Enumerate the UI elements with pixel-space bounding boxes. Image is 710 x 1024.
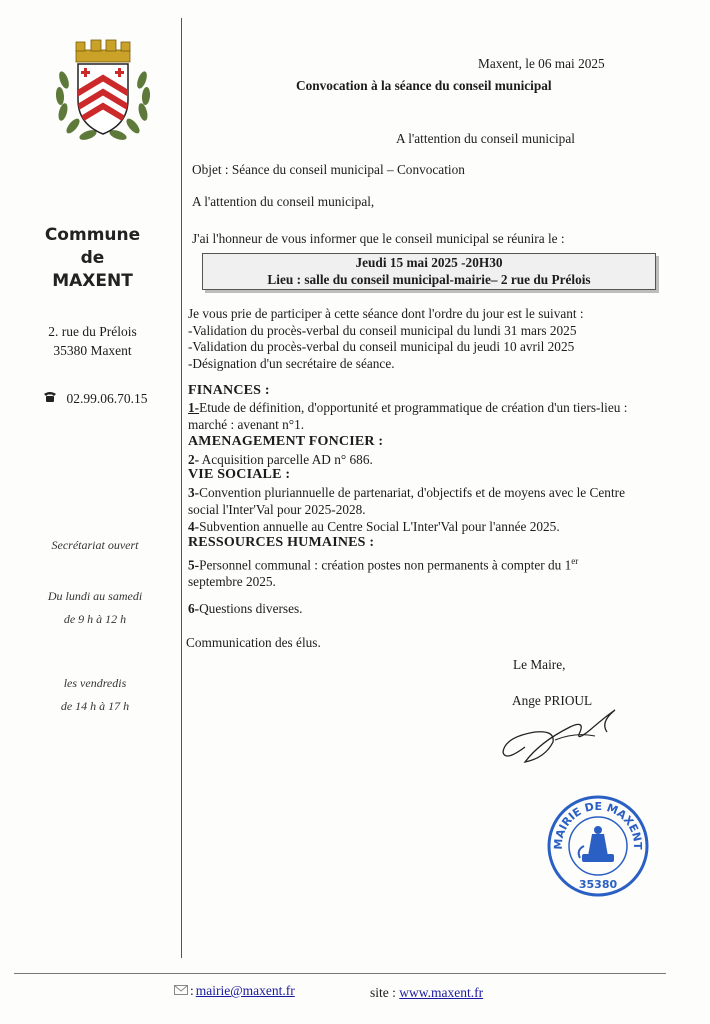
item4-number: 4-: [188, 519, 200, 534]
section-rh: RESSOURCES HUMAINES :: [188, 535, 375, 550]
signature-title: Le Maire,: [513, 657, 566, 672]
footer-site: [370, 985, 483, 1001]
hours1-line1: Du lundi au samedi: [47, 589, 143, 603]
commune-name: [30, 224, 155, 293]
agenda-item-3: [188, 485, 678, 518]
item1-text: Etude de définition, d'opportunité et programmatique de création d'un tiers-lieu :: [199, 400, 628, 415]
letter-salutation: A l'attention du conseil municipal,: [192, 194, 375, 209]
mairie-stamp: [546, 794, 651, 899]
coat-of-arms-logo: [48, 38, 158, 148]
letter-date: Maxent, le 06 mai 2025: [478, 56, 605, 71]
hours2-line2: de 14 h à 17 h: [60, 699, 130, 713]
email-link[interactable]: mairie@maxent.fr: [195, 983, 295, 998]
attention-right: A l'attention du conseil municipal: [396, 131, 575, 146]
email-prefix: :: [190, 983, 194, 998]
commune-line2: de: [80, 248, 105, 268]
commune-line1: Commune: [44, 225, 141, 245]
order-item: -Désignation d'un secrétaire de séance.: [188, 355, 395, 371]
phone-number: 02.99.06.70.15: [66, 391, 148, 406]
order-item: -Validation du procès-verbal du conseil municipal du lundi 31 mars 2025: [188, 322, 577, 338]
letter-objet: Objet : Séance du conseil municipal – Convocation: [192, 162, 465, 177]
order-item: -Validation du procès-verbal du conseil municipal du jeudi 10 avril 2025: [188, 339, 575, 354]
agenda-item-6: [188, 601, 303, 618]
meeting-date: Jeudi 15 mai 2025 -20H30: [355, 255, 503, 270]
hours2-line1: les vendredis: [63, 676, 127, 690]
stamp-postcode: 35380: [578, 878, 618, 891]
hours-weekdays: [20, 585, 170, 631]
meeting-box: [202, 253, 656, 290]
item6-number: 6-: [188, 601, 200, 616]
letter-intro: J'ai l'honneur de vous informer que le conseil municipal se réunira le :: [192, 231, 565, 246]
item2-number: 2-: [188, 452, 200, 467]
order-intro: Je vous prie de participer à cette séance dont l'ordre du jour est le suivant :: [188, 306, 584, 321]
handwritten-signature: [495, 692, 630, 772]
item1-number: 1-: [188, 400, 200, 415]
section-vie-sociale: VIE SOCIALE :: [188, 467, 291, 482]
section-finances: FINANCES :: [188, 383, 270, 398]
item3-text-line2: social l'Inter'Val pour 2025-2028.: [188, 501, 366, 517]
item5-text: Personnel communal : création postes non permanents à compter du 1: [199, 557, 572, 573]
order-of-day: [188, 306, 668, 372]
item5-text-line2: septembre 2025.: [188, 573, 276, 589]
sidebar-phone: [30, 391, 160, 407]
item2-text: Acquisition parcelle AD n° 686.: [199, 452, 373, 467]
item5-number: 5-: [188, 557, 200, 573]
secretariat-label: Secrétariat ouvert: [51, 538, 139, 552]
item3-number: 3-: [188, 485, 200, 500]
hours-friday: [20, 672, 170, 718]
footer-email: [174, 983, 295, 999]
stamp-text: MAIRIE DE MAXENT: [551, 799, 645, 850]
envelope-icon: [174, 983, 188, 999]
commune-line3: MAXENT: [52, 271, 133, 291]
agenda-item-4: [188, 519, 560, 536]
footer-divider: [14, 973, 666, 974]
item5-superscript: er: [571, 556, 579, 566]
item4-text: Subvention annuelle au Centre Social L'Inter'Val pour l'année 2025.: [199, 519, 560, 534]
agenda-item-5: [188, 553, 678, 590]
phone-icon: [43, 391, 57, 407]
section-amenagement: AMENAGEMENT FONCIER :: [188, 434, 384, 449]
hours1-line2: de 9 h à 12 h: [63, 612, 127, 626]
site-link[interactable]: www.maxent.fr: [399, 985, 484, 1000]
sidebar-address: [30, 322, 155, 360]
address-line1: 2. rue du Prélois: [48, 324, 137, 339]
item6-text: Questions diverses.: [199, 601, 303, 616]
item1-text-line2: marché : avenant n°1.: [188, 416, 305, 432]
item3-text: Convention pluriannuelle de partenariat, d'objectifs et de moyens avec le Centre: [199, 485, 625, 500]
agenda-item-1: [188, 400, 678, 433]
letter-title: Convocation à la séance du conseil municipal: [296, 78, 552, 93]
communication-elus: Communication des élus.: [186, 635, 321, 650]
meeting-place: Lieu : salle du conseil municipal-mairie– 2 rue du Prélois: [267, 272, 591, 287]
vertical-divider: [181, 18, 182, 958]
address-line2: 35380 Maxent: [53, 343, 132, 358]
signature-name: Ange PRIOUL: [512, 693, 593, 708]
site-prefix: site :: [370, 985, 400, 1000]
